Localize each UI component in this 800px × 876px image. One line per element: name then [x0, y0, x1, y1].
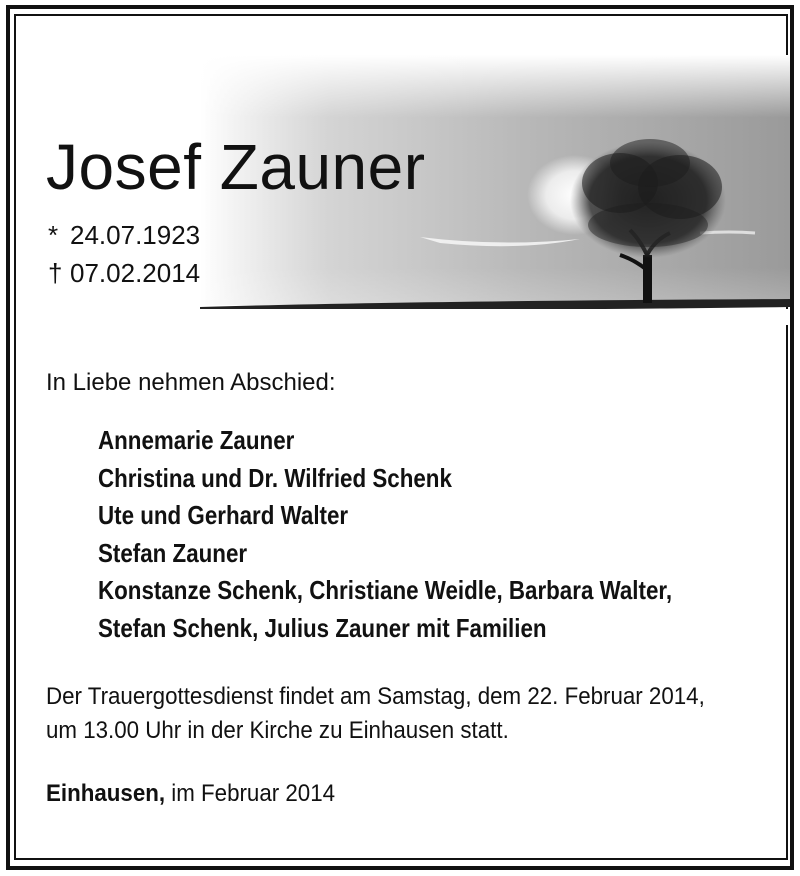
- death-date-line: [48, 260, 200, 286]
- mourner-line: Christina und Dr. Wilfried Schenk: [98, 462, 452, 493]
- mourner-line: Annemarie Zauner: [98, 425, 295, 455]
- service-line-2: um 13.00 Uhr in der Kirche zu Einhausen statt.: [46, 717, 509, 744]
- funeral-service-info: [46, 680, 705, 748]
- closing-line: [46, 782, 335, 806]
- closing-date: im Februar 2014: [165, 780, 336, 807]
- mourner-line: Stefan Schenk, Julius Zauner mit Familien: [98, 612, 547, 643]
- birth-symbol: *: [48, 220, 59, 250]
- mourners-list: [98, 422, 766, 647]
- birth-date-line: [48, 222, 200, 248]
- service-line-1: Der Trauergottesdienst findet am Samstag, dem 22. Februar 2014,: [46, 683, 705, 710]
- deceased-name: Josef Zauner: [46, 131, 426, 203]
- mourner-line: Konstanze Schenk, Christiane Weidle, Barbara Walter,: [98, 575, 673, 605]
- mourner-line: Ute und Gerhard Walter: [98, 500, 349, 530]
- death-symbol: †: [48, 258, 63, 288]
- death-date: 07.02.2014: [70, 258, 201, 288]
- mourner-line: Stefan Zauner: [98, 537, 248, 568]
- farewell-intro: In Liebe nehmen Abschied:: [46, 369, 336, 396]
- birth-date: 24.07.1923: [70, 220, 201, 250]
- closing-place: Einhausen,: [46, 780, 166, 807]
